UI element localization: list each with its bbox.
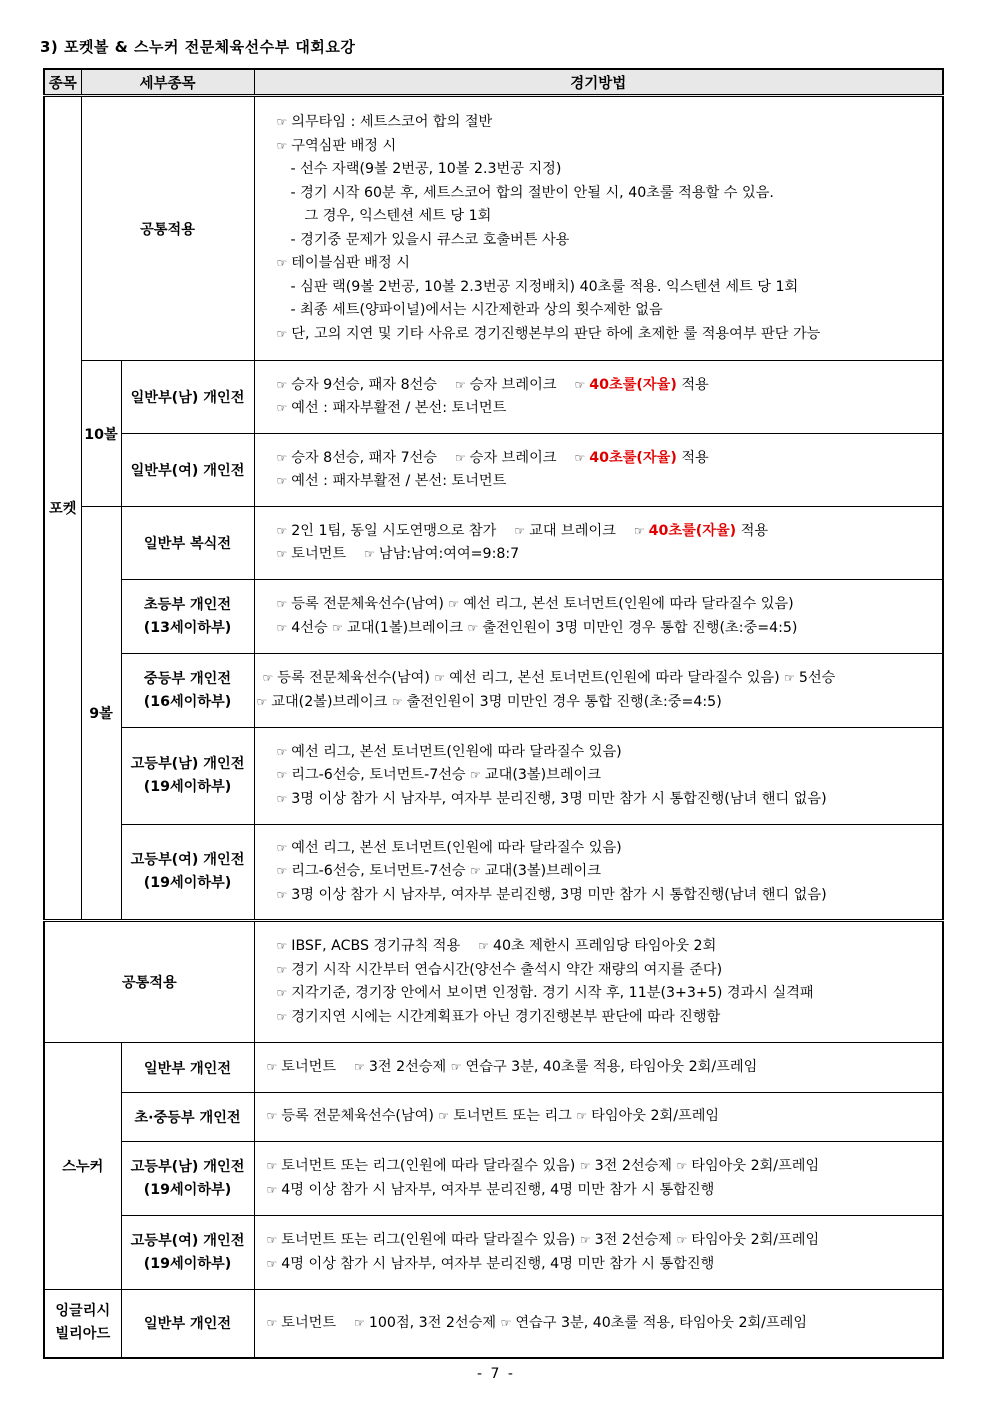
table-row <box>44 1216 943 1290</box>
pointing-hand-icon: ☞ <box>266 1059 278 1074</box>
doubles9-label: 일반부 복식전 <box>121 507 254 580</box>
table-row <box>44 507 943 580</box>
middle9-label: 중등부 개인전 (16세이하부) <box>121 654 254 728</box>
pointing-hand-icon: ☞ <box>676 1159 688 1173</box>
table-row <box>44 580 943 654</box>
pointing-hand-icon: ☞ <box>276 744 288 759</box>
pointing-hand-icon: ☞ <box>276 1009 288 1024</box>
pointing-hand-icon: ☞ <box>276 450 288 465</box>
table-row <box>44 1142 943 1216</box>
pointing-hand-icon: ☞ <box>276 326 288 341</box>
elem9-label: 초등부 개인전 (13세이하부) <box>121 580 254 654</box>
pointing-hand-icon: ☞ <box>364 547 375 561</box>
pointing-hand-icon: ☞ <box>478 939 489 953</box>
pointing-hand-icon: ☞ <box>276 864 288 879</box>
table-row <box>44 1093 943 1142</box>
middle9-desc: ☞ 등록 전문체육선수(남여) ☞ 예선 리그, 본선 토너먼트(인원에 따라 달라질수 있음) ☞ 5선승 ☞ 교대(2볼)브레이크 ☞ 출전인원이 3명 미만인 경우 통합 진행(초:중=4:5) <box>254 654 943 728</box>
pointing-hand-icon: ☞ <box>455 450 466 465</box>
table-row <box>44 434 943 507</box>
pocket-common-label: 공통적용 <box>81 96 254 361</box>
table-row <box>44 825 943 921</box>
snooker-general-desc: ☞ 토너먼트 ☞ 3전 2선승제 ☞ 연습구 3분, 40초룰 적용, 타임아웃 2회/프레임 <box>254 1043 943 1093</box>
english-general-label: 일반부 개인전 <box>121 1290 254 1358</box>
highw9-label: 고등부(여) 개인전 (19세이하부) <box>121 825 254 921</box>
pointing-hand-icon: ☞ <box>574 450 586 465</box>
women10-label: 일반부(여) 개인전 <box>121 434 254 507</box>
event-english-billiards: 잉글리시 빌리아드 <box>44 1290 121 1358</box>
pointing-hand-icon: ☞ <box>438 1109 450 1124</box>
pointing-hand-icon: ☞ <box>266 1315 278 1330</box>
pointing-hand-icon: ☞ <box>276 547 288 561</box>
men10-label: 일반부(남) 개인전 <box>121 361 254 434</box>
pocket-common-desc: ☞ 의무타임 : 세트스코어 합의 절반 ☞ 구역심판 배정 시 - 선수 자랙(9볼 2번공, 10볼 2.3번공 지정) - 경기 시작 60분 후, 세트스코어 합의 절반이 안될 시, 40초룰 적용할 수 있음. 그 경우, 익스텐션 세트 당 1회 - 경기중 문제가 있을시 큐스코 호출버튼 사용 ☞ 테이블심판 배정 시 - 심판 랙(9볼 2번공, 10볼 2.3번공 지정배치) 40초룰 적용. 익스텐션 세트 당 1회 - 최종 세트(양파이널)에서는 시간제한과 상의 횟수제한 없음 ☞ 단, 고의 지연 및 기타 사유로 경기진행본부의 판단 하에 초제한 룰 적용여부 판단 가능 <box>254 96 943 361</box>
highm9-label: 고등부(남) 개인전 (19세이하부) <box>121 728 254 825</box>
pointing-hand-icon: ☞ <box>276 887 288 902</box>
pointing-hand-icon: ☞ <box>354 1315 365 1330</box>
snooker-elemmid-label: 초·중등부 개인전 <box>121 1093 254 1142</box>
table-row <box>44 1043 943 1093</box>
table-row <box>44 361 943 434</box>
pointing-hand-icon: ☞ <box>276 474 288 488</box>
pointing-hand-icon: ☞ <box>266 1233 278 1247</box>
pointing-hand-icon: ☞ <box>276 768 288 783</box>
pointing-hand-icon: ☞ <box>633 523 645 538</box>
pointing-hand-icon: ☞ <box>579 1233 591 1247</box>
pointing-hand-icon: ☞ <box>500 1315 512 1330</box>
table-header-row <box>44 69 943 96</box>
pointing-hand-icon: ☞ <box>276 115 288 129</box>
pointing-hand-icon: ☞ <box>784 671 795 685</box>
pointing-hand-icon: ☞ <box>262 671 274 685</box>
snooker-highm-label: 고등부(남) 개인전 (19세이하부) <box>121 1142 254 1216</box>
highm9-desc: ☞ 예선 리그, 본선 토너먼트(인원에 따라 달라질수 있음) ☞ 리그-6선승, 토너먼트-7선승 ☞ 교대(3볼)브레이크 ☞ 3명 이상 참가 시 남자부, 여자부 분리진행, 3명 미만 참가 시 통합진행(남녀 핸디 없음) <box>254 728 943 825</box>
english-general-desc: ☞ 토너먼트 ☞ 100점, 3전 2선승제 ☞ 연습구 3분, 40초룰 적용, 타임아웃 2회/프레임 <box>254 1290 943 1358</box>
snooker-highw-desc: ☞ 토너먼트 또는 리그(인원에 따라 달라질수 있음) ☞ 3전 2선승제 ☞ 타임아웃 2회/프레임 ☞ 4명 이상 참가 시 남자부, 여자부 분리진행, 4명 미만 참가 시 통합진행 <box>254 1216 943 1290</box>
pointing-hand-icon: ☞ <box>391 694 403 709</box>
pointing-hand-icon: ☞ <box>676 1233 688 1247</box>
pointing-hand-icon: ☞ <box>576 1109 588 1124</box>
competition-rules-table <box>43 68 944 1359</box>
pointing-hand-icon: ☞ <box>276 401 288 415</box>
section-title: 3) 포켓볼 & 스누커 전문체육선수부 대회요강 <box>40 38 356 56</box>
header-subevent: 세부종목 <box>81 69 254 96</box>
pointing-hand-icon: ☞ <box>276 620 288 635</box>
table-row <box>44 921 943 1043</box>
pointing-hand-icon: ☞ <box>467 620 479 635</box>
doubles9-desc: ☞ 2인 1팀, 동일 시도연맹으로 참가 ☞ 교대 브레이크 ☞ 40초룰(자율) 적용 ☞ 토너먼트 ☞ 남남:남여:여여=9:8:7 <box>254 507 943 580</box>
header-method: 경기방법 <box>254 69 943 96</box>
page-number: - 7 - <box>477 1366 515 1382</box>
table-row <box>44 728 943 825</box>
pointing-hand-icon: ☞ <box>276 986 288 1000</box>
table-row <box>44 96 943 361</box>
pointing-hand-icon: ☞ <box>276 791 288 806</box>
event-snooker: 스누커 <box>44 1043 121 1290</box>
event-pocket: 포켓 <box>44 96 81 921</box>
pointing-hand-icon: ☞ <box>470 864 481 879</box>
pointing-hand-icon: ☞ <box>276 523 288 538</box>
pointing-hand-icon: ☞ <box>514 523 526 538</box>
snooker-general-label: 일반부 개인전 <box>121 1043 254 1093</box>
pointing-hand-icon: ☞ <box>256 694 268 709</box>
snooker-elemmid-desc: ☞ 등록 전문체육선수(남여) ☞ 토너먼트 또는 리그 ☞ 타임아웃 2회/프레임 <box>254 1093 943 1142</box>
table-row <box>44 654 943 728</box>
pointing-hand-icon: ☞ <box>276 597 288 611</box>
pointing-hand-icon: ☞ <box>579 1159 591 1173</box>
pointing-hand-icon: ☞ <box>266 1256 278 1271</box>
pointing-hand-icon: ☞ <box>450 1059 462 1074</box>
men10-desc: ☞ 승자 9선승, 패자 8선승 ☞ 승자 브레이크 ☞ 40초룰(자율) 적용 ☞ 예선 : 패자부활전 / 본선: 토너먼트 <box>254 361 943 434</box>
ball-9-label: 9볼 <box>81 507 121 921</box>
women10-desc: ☞ 승자 8선승, 패자 7선승 ☞ 승자 브레이크 ☞ 40초룰(자율) 적용 ☞ 예선 : 패자부활전 / 본선: 토너먼트 <box>254 434 943 507</box>
pointing-hand-icon: ☞ <box>574 377 586 392</box>
pointing-hand-icon: ☞ <box>266 1109 278 1124</box>
pointing-hand-icon: ☞ <box>434 671 446 685</box>
snooker-common-desc: ☞ IBSF, ACBS 경기규칙 적용 ☞ 40초 제한시 프레임당 타임아웃 2회 ☞ 경기 시작 시간부터 연습시간(양선수 출석시 약간 재량의 여지를 준다) ☞ 지각기준, 경기장 안에서 보이면 인정함. 경기 시작 후, 11분(3+3+5) 경과시 실격패 ☞ 경기지연 시에는 시간계획표가 아닌 경기진행본부 판단에 따라 진행함 <box>254 921 943 1043</box>
ball-10-label: 10볼 <box>81 361 121 507</box>
header-event: 종목 <box>44 69 81 96</box>
pointing-hand-icon: ☞ <box>276 138 288 153</box>
snooker-common-label: 공통적용 <box>44 921 254 1043</box>
pointing-hand-icon: ☞ <box>470 768 481 783</box>
snooker-highw-label: 고등부(여) 개인전 (19세이하부) <box>121 1216 254 1290</box>
pointing-hand-icon: ☞ <box>448 597 460 611</box>
pointing-hand-icon: ☞ <box>332 620 343 635</box>
pointing-hand-icon: ☞ <box>455 377 466 392</box>
pointing-hand-icon: ☞ <box>266 1182 278 1197</box>
pointing-hand-icon: ☞ <box>276 840 288 855</box>
pointing-hand-icon: ☞ <box>276 962 288 977</box>
elem9-desc: ☞ 등록 전문체육선수(남여) ☞ 예선 리그, 본선 토너먼트(인원에 따라 달라질수 있음) ☞ 4선승 ☞ 교대(1볼)브레이크 ☞ 출전인원이 3명 미만인 경우 통합 진행(초:중=4:5) <box>254 580 943 654</box>
pointing-hand-icon: ☞ <box>276 377 288 392</box>
pointing-hand-icon: ☞ <box>354 1059 365 1074</box>
pointing-hand-icon: ☞ <box>276 256 288 270</box>
pointing-hand-icon: ☞ <box>266 1159 278 1173</box>
snooker-highm-desc: ☞ 토너먼트 또는 리그(인원에 따라 달라질수 있음) ☞ 3전 2선승제 ☞ 타임아웃 2회/프레임 ☞ 4명 이상 참가 시 남자부, 여자부 분리진행, 4명 미만 참가 시 통합진행 <box>254 1142 943 1216</box>
pointing-hand-icon: ☞ <box>276 939 288 953</box>
table-row <box>44 1290 943 1358</box>
highw9-desc: ☞ 예선 리그, 본선 토너먼트(인원에 따라 달라질수 있음) ☞ 리그-6선승, 토너먼트-7선승 ☞ 교대(3볼)브레이크 ☞ 3명 이상 참가 시 남자부, 여자부 분리진행, 3명 미만 참가 시 통합진행(남녀 핸디 없음) <box>254 825 943 921</box>
